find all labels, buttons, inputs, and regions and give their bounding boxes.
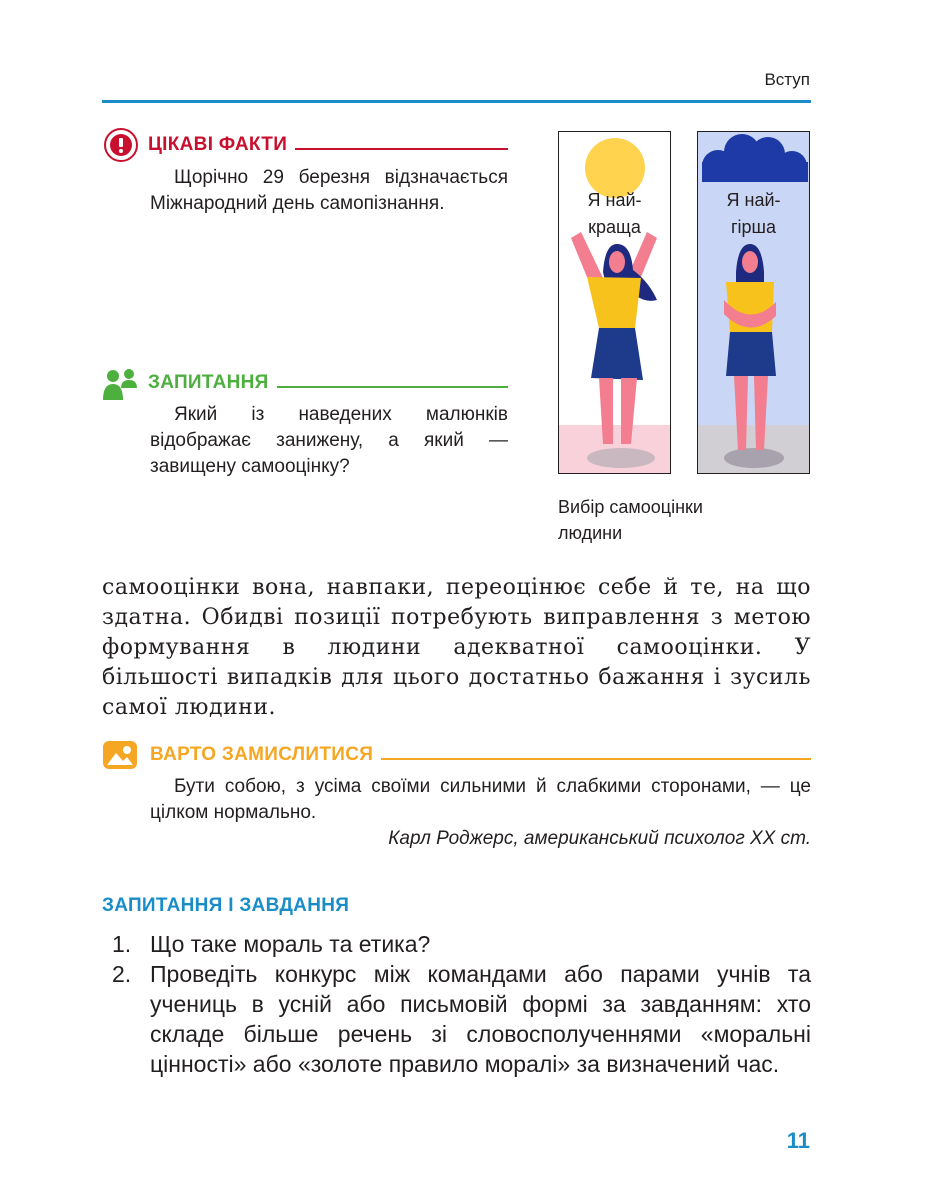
task-text: Що таке мораль та етика? — [150, 931, 431, 957]
page-number: 11 — [786, 1128, 810, 1153]
facts-text: Щорічно 29 березня відзначається Міжнародний день самопізнання. — [150, 167, 508, 214]
figure-best-label-2: краща — [588, 217, 641, 237]
header-rule — [102, 100, 811, 103]
figure-panel-best — [558, 131, 671, 474]
task-item — [112, 929, 811, 959]
woman-confident-illustration — [559, 132, 670, 473]
main-paragraph: самооцінки вона, навпаки, переоцінює себе й те, на що здатна. Обидві позиції потребують виправлення з метою формування в людини адекватної самооцінки. У більшості випадків для цього достатньо бажання і зусиль самої людини. — [102, 575, 811, 720]
think-author: Карл Роджерс, американський психолог XX ст. — [388, 828, 811, 849]
facts-header — [102, 128, 508, 162]
figure-caption-line-1: Вибір самооцінки — [558, 497, 703, 517]
think-quote: Бути собою, з усіма своїми сильними й слабкими сторонами, — це цілком нормально. — [150, 776, 811, 823]
task-list — [112, 929, 811, 1079]
figure-worst-label-2: гірша — [730, 217, 777, 237]
exclamation-icon — [102, 128, 140, 162]
figure-panel-worst — [697, 131, 810, 474]
image-icon — [102, 740, 138, 770]
task-text: Проведіть конкурс між командами або парами учнів та учениць в усній або письмовій формі за завданням: хто складе більше речень зі словосполученнями «моральні цінності» або «золоте правило моралі» за визначений час. — [150, 961, 811, 1077]
figure-caption — [558, 494, 703, 546]
facts-title: ЦІКАВІ ФАКТИ — [148, 134, 288, 155]
facts-rule — [295, 148, 508, 150]
task-number: 2. — [112, 961, 132, 987]
think-header — [102, 740, 811, 770]
question-text: Який із наведених малюнків відображає занижену, а який — завищену самооцінку? — [150, 404, 508, 477]
task-number: 1. — [112, 931, 132, 957]
figure-caption-line-2: людини — [558, 523, 623, 543]
tasks-title: ЗАПИТАННЯ І ЗАВДАННЯ — [102, 895, 350, 916]
think-rule — [381, 758, 811, 760]
question-title: ЗАПИТАННЯ — [148, 372, 269, 393]
question-header — [102, 366, 508, 400]
question-rule — [277, 386, 508, 388]
woman-insecure-illustration — [698, 132, 809, 473]
people-icon — [102, 366, 140, 400]
section-label: Вступ — [764, 70, 810, 89]
task-item — [112, 959, 811, 1079]
figure-best-label-1: Я най- — [587, 190, 642, 210]
think-title: ВАРТО ЗАМИСЛИТИСЯ — [150, 744, 374, 765]
figure-worst-label-1: Я най- — [726, 190, 781, 210]
